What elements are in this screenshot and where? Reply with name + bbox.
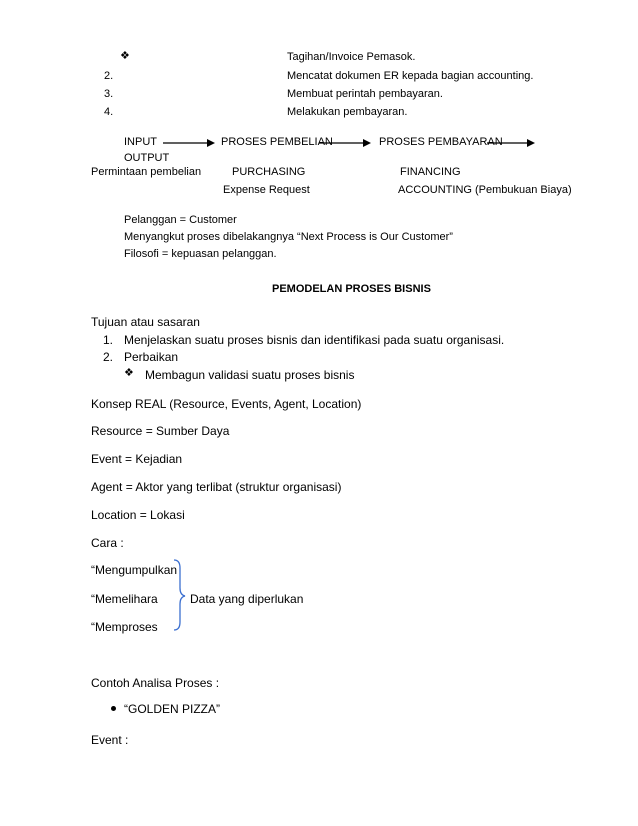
list-item-text: Perbaikan [124,350,179,364]
flow-output-label: OUTPUT [124,152,170,164]
cara-label: Cara : [91,536,124,550]
note-line: Pelanggan = Customer [124,214,237,226]
arrow-right-icon [487,138,535,148]
list-item-text: Mencatat dokumen ER kepada bagian accounting. [287,70,534,82]
flow-expense-request: Expense Request [223,184,310,196]
location-line: Location = Lokasi [91,508,185,522]
cara-item: “Memproses [91,620,158,634]
konsep-real: Konsep REAL (Resource, Events, Agent, Location) [91,397,362,411]
bullet-dot-icon [111,706,116,711]
list-marker: 4. [104,106,114,118]
list-item-text: Melakukan pembayaran. [287,106,408,118]
flow-accounting: ACCOUNTING (Pembukuan Biaya) [398,184,572,196]
brace-label: Data yang diperlukan [190,592,304,606]
list-marker: 2. [104,70,114,82]
flow-financing: FINANCING [400,166,461,178]
list-marker: 3. [104,88,114,100]
flow-proses-pembayaran: PROSES PEMBAYARAN [379,136,503,148]
resource-line: Resource = Sumber Daya [91,424,230,438]
arrow-right-icon [319,138,371,148]
flow-purchasing: PURCHASING [232,166,306,178]
contoh-heading: Contoh Analisa Proses : [91,676,220,690]
flow-permintaan: Permintaan pembelian [91,166,202,178]
curly-brace-icon [172,558,186,632]
event-line: Event = Kejadian [91,452,183,466]
diamond-bullet-icon: ❖ [124,367,134,379]
agent-line: Agent = Aktor yang terlibat (struktur organisasi) [91,480,342,494]
cara-item: “Memelihara [91,592,158,606]
arrow-right-icon [163,138,215,148]
list-item-text: Menjelaskan suatu proses bisnis dan identifikasi pada suatu organisasi. [124,333,505,347]
cara-item: “Mengumpulkan [91,563,178,577]
diamond-bullet-icon: ❖ [120,50,130,62]
sub-item-text: Membagun validasi suatu proses bisnis [145,368,355,382]
flow-input-label: INPUT [124,136,157,148]
list-marker: 1. [103,333,114,347]
list-marker: 2. [103,350,114,364]
event-label: Event : [91,733,129,747]
flow-proses-pembelian: PROSES PEMBELIAN [221,136,333,148]
note-line: Menyangkut proses dibelakangnya “Next Process is Our Customer” [124,231,453,243]
tujuan-heading: Tujuan atau sasaran [91,315,200,329]
contoh-bullet-text: “GOLDEN PIZZA” [124,702,221,716]
section-title: PEMODELAN PROSES BISNIS [272,283,431,295]
list-item-text: Membuat perintah pembayaran. [287,88,443,100]
list-item-text: Tagihan/Invoice Pemasok. [287,51,416,63]
note-line: Filosofi = kepuasan pelanggan. [124,248,277,260]
